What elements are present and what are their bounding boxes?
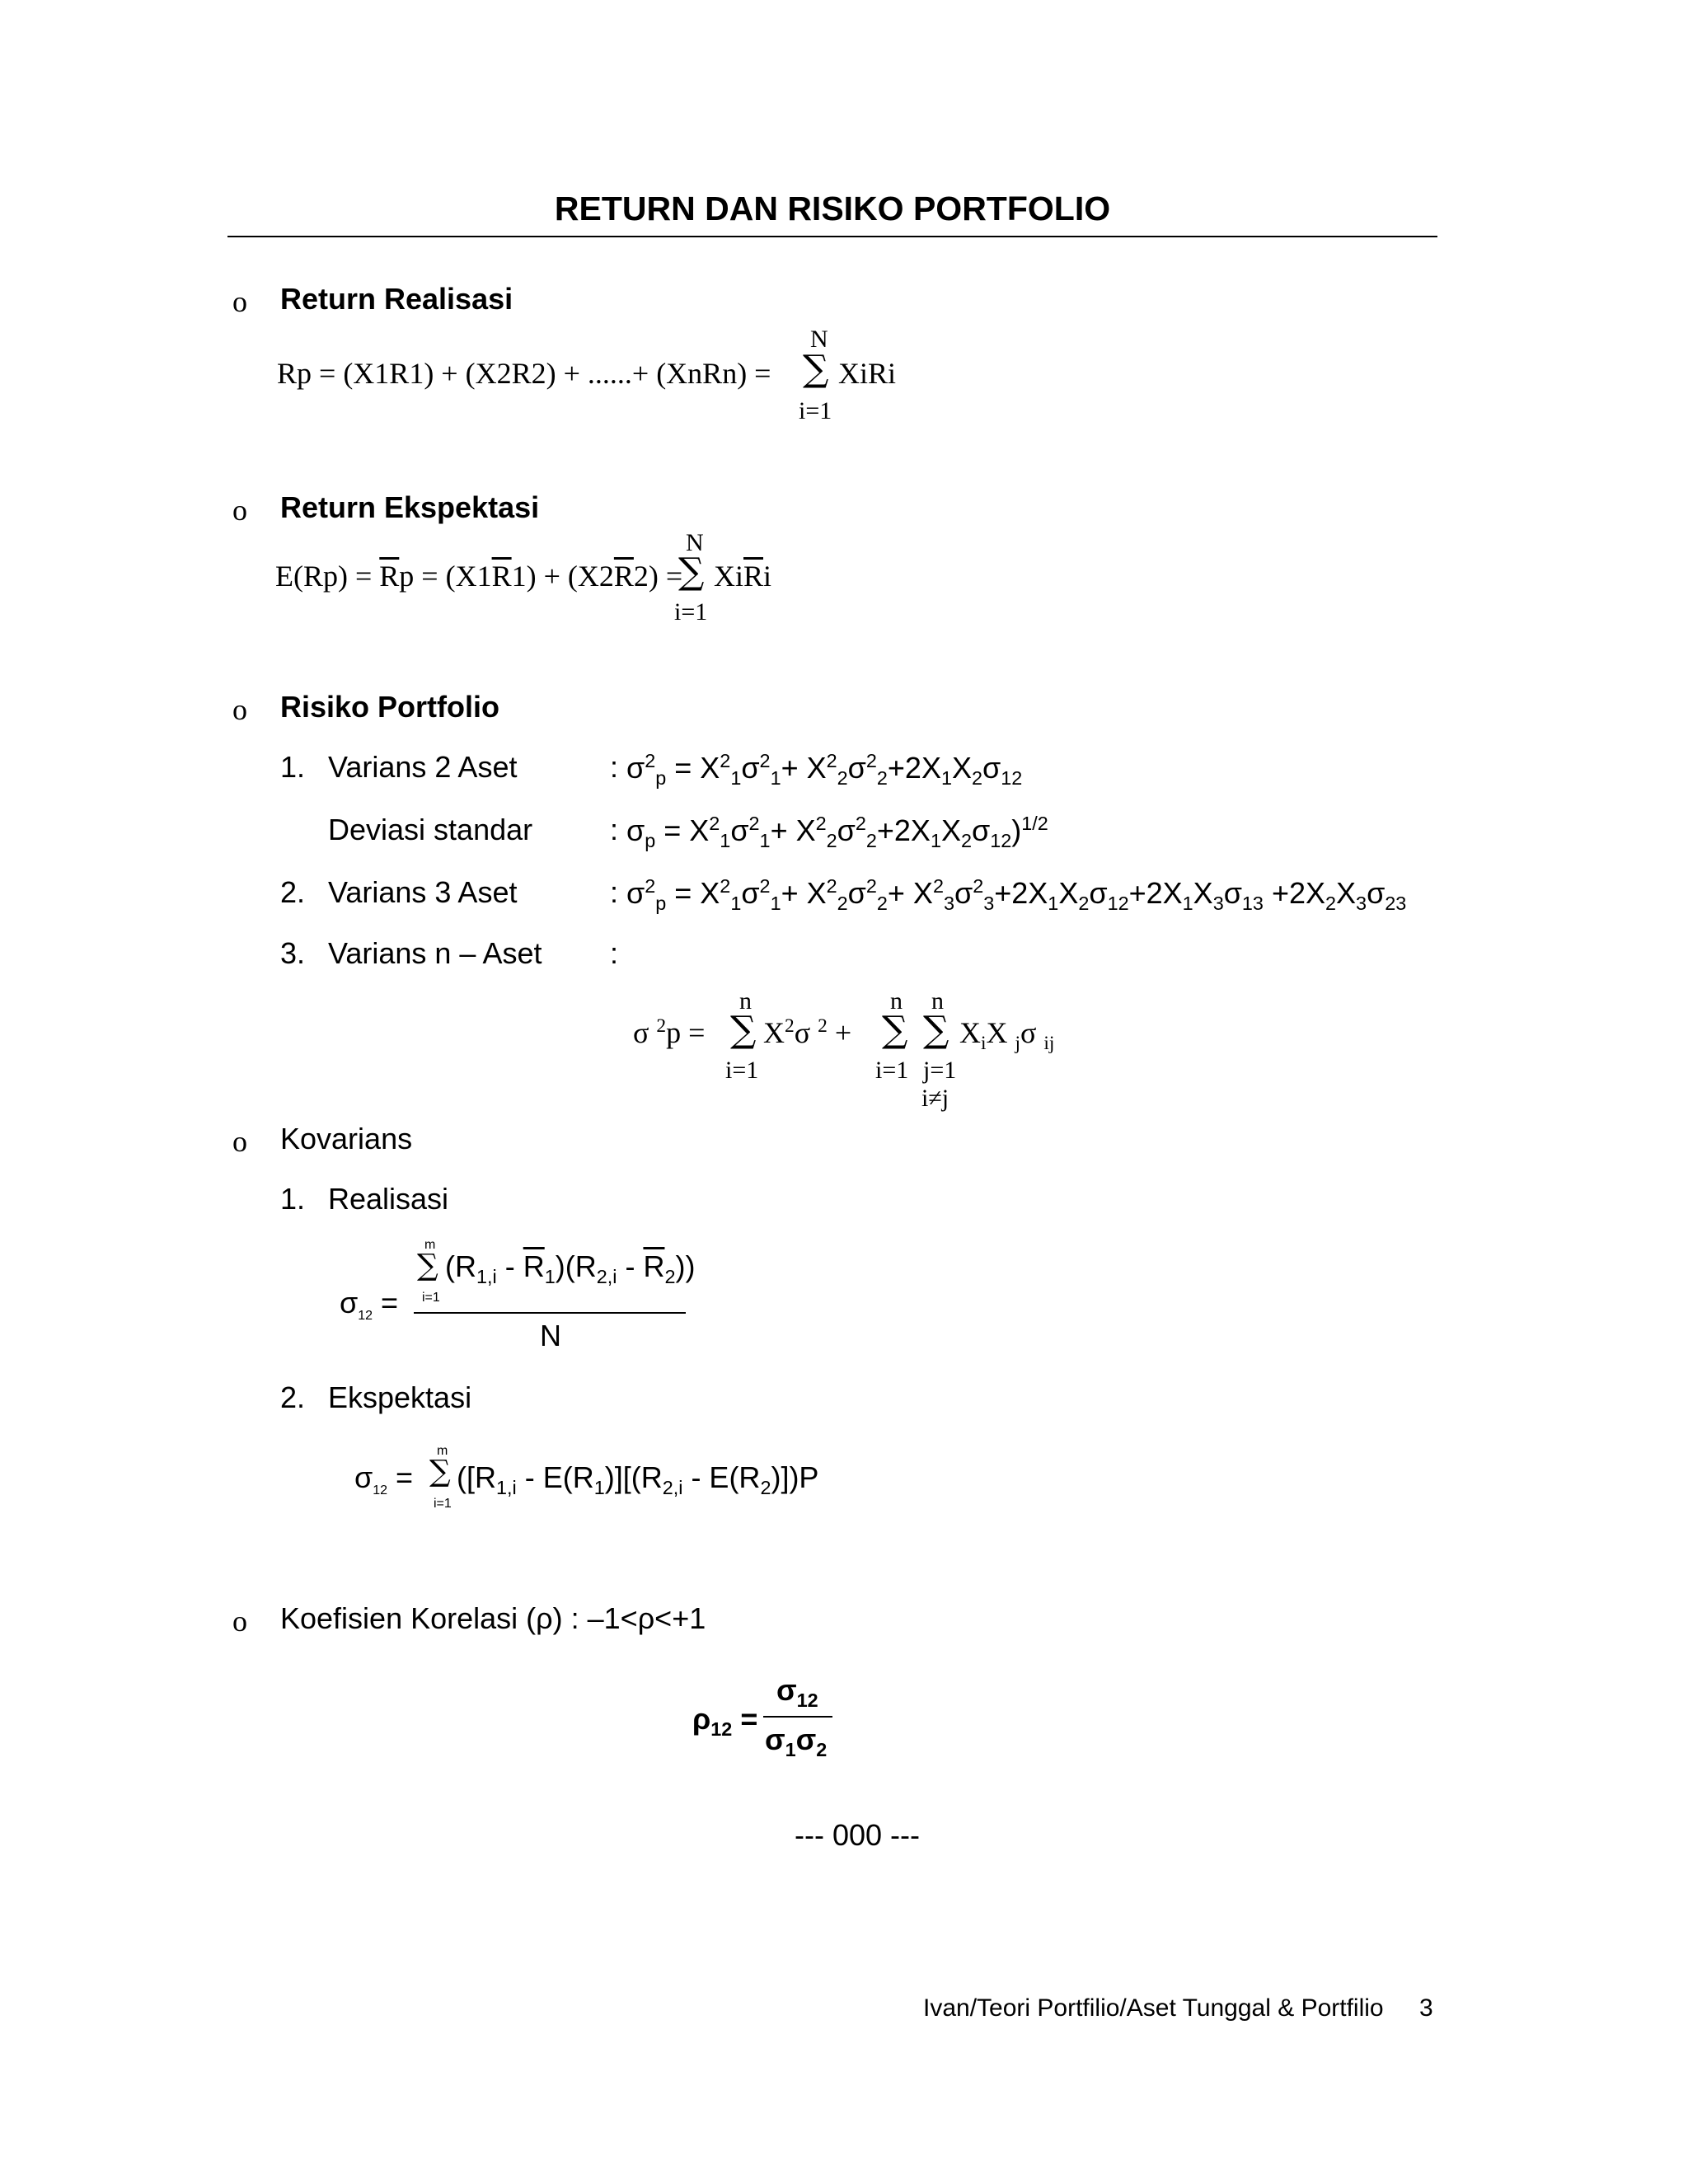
sum-top: n	[931, 987, 944, 1015]
list-label: Realisasi	[328, 1182, 449, 1216]
summation-icon: ∑	[923, 1009, 950, 1051]
sum-bottom: i=1	[799, 397, 832, 424]
summation-icon: ∑	[678, 551, 705, 593]
cov-realisasi-numerator: $(R_{1,i} - \overline{R}_1)(R_{2,i} - \overline{R}_2)$)	[445, 1249, 696, 1288]
formula-rho-lhs: $\rho_{12}$ =	[692, 1702, 758, 1741]
heading-return-realisasi: Return Realisasi	[280, 282, 513, 316]
bullet-icon: o	[232, 693, 247, 726]
rho-numerator-sub: 12	[796, 1690, 818, 1712]
fraction-bar	[763, 1716, 832, 1718]
page-title: RETURN DAN RISIKO PORTFOLIO	[554, 190, 1111, 227]
sum-top: m	[424, 1238, 436, 1252]
heading-koefisien-korelasi: Koefisien Korelasi (ρ) : –1<ρ<+1	[280, 1601, 706, 1635]
sum-top: m	[437, 1444, 448, 1458]
fraction-bar	[414, 1312, 686, 1314]
list-label: Varians n – Aset	[328, 936, 542, 970]
sum-bottom: i=1	[434, 1497, 452, 1511]
formula-varians-n-term2: $X_iX$ $_j$σ $_{ij}$	[959, 1016, 1055, 1055]
heading-return-ekspektasi: Return Ekspektasi	[280, 490, 540, 524]
list-number: 1.	[280, 1182, 306, 1216]
formula-varians-3-aset: $\sigma^2_p = X^2_1\sigma^2_1+ X^2_2\sigma^2_2+ X^2_3\sigma^2_3+2X_1X_2\sigma_{12}+2X_1X_3\sigma_{13} +2X_2X_3\sigma_{23}$	[626, 875, 1407, 915]
sum-bottom-condition: i≠j	[921, 1085, 950, 1112]
heading-kovarians: Kovarians	[280, 1122, 413, 1155]
sum-bottom: i=1	[725, 1057, 759, 1084]
bullet-icon: o	[232, 1605, 247, 1638]
heading-risiko-portfolio: Risiko Portfolio	[280, 690, 500, 724]
formula-varians-n-lhs: σ $^2$p =	[633, 1015, 706, 1049]
sum-bottom: i=1	[674, 598, 708, 626]
bullet-icon: o	[232, 1125, 247, 1158]
list-colon: :	[610, 813, 619, 846]
list-colon: :	[610, 750, 619, 784]
list-number: 1.	[280, 750, 306, 784]
bullet-icon: o	[232, 494, 247, 527]
sum-top: N	[810, 326, 828, 353]
list-colon: :	[610, 936, 619, 970]
formula-return-realisasi-lhs: Rp = (X1R1) + (X2R2) + ......+ (XnRn) =	[277, 357, 771, 390]
list-number: 3.	[280, 936, 306, 970]
summation-icon: ∑	[730, 1009, 757, 1051]
list-label: Varians 2 Aset	[328, 750, 518, 784]
cov-ekspektasi-body: ($[R_{1,i} - E(R_1)][(R_{2,i} - E(R_2)])P$	[457, 1460, 819, 1499]
bullet-icon: o	[232, 285, 247, 318]
sum-top: N	[686, 529, 704, 556]
sum-bottom: i=1	[422, 1291, 440, 1305]
rho-denominator: $\sigma_1\sigma_2$	[765, 1722, 828, 1761]
sum-bottom: j=1	[923, 1057, 957, 1084]
rho-numerator	[776, 1673, 818, 1712]
formula-return-ekspektasi: $E(Rp) = \overline{R}p = (X1\overline{R}1) + (X2\overline{R}2)$ =	[275, 560, 683, 593]
footer-text: Ivan/Teori Portfilio/Aset Tunggal & Portfilio	[923, 1994, 1384, 2022]
list-colon: :	[610, 875, 619, 909]
formula-varians-n-term1: $X^2\sigma$ $^2$ +	[763, 1015, 852, 1049]
cov-lhs-sub: 12	[358, 1309, 373, 1324]
formula-cov-ekspektasi-lhs: $\sigma_{12}$ =	[354, 1460, 414, 1498]
title-rule	[227, 236, 1437, 237]
formula-deviasi-standar: $\sigma_p = X^2_1\sigma^2_1+ X^2_2\sigma^2_2+2X_1X_2\sigma_{12})^{1/2}$	[626, 813, 1048, 852]
sum-top: n	[890, 987, 903, 1015]
list-label: Varians 3 Aset	[328, 875, 518, 909]
list-label: Ekspektasi	[328, 1380, 472, 1414]
sum-bottom: i=1	[875, 1057, 909, 1084]
end-mark: --- 000 ---	[795, 1818, 920, 1852]
sum-top: n	[739, 987, 752, 1015]
summation-icon: ∑	[882, 1009, 908, 1051]
sum-body: $Xi\overline{R}i$	[714, 560, 772, 593]
rho-numerator-sigma: σ	[776, 1673, 797, 1707]
list-number: 2.	[280, 875, 306, 909]
page-number: 3	[1419, 1994, 1433, 2022]
summation-icon: ∑	[803, 348, 829, 390]
cov-realisasi-denominator: N	[540, 1319, 561, 1352]
cov-lhs-sub: 12	[373, 1483, 388, 1498]
list-label: Deviasi standar	[328, 813, 533, 846]
list-number: 2.	[280, 1380, 306, 1414]
formula-varians-2-aset: $\sigma^2_p = X^2_1\sigma^2_1+ X^2_2\sigma^2_2+2X_1X_2\sigma_{12}$	[626, 750, 1023, 790]
summation-icon: ∑	[429, 1455, 451, 1488]
formula-cov-lhs: $\sigma_{12}$ =	[340, 1286, 399, 1324]
sum-body: XiRi	[838, 357, 897, 390]
summation-icon: ∑	[417, 1249, 438, 1282]
